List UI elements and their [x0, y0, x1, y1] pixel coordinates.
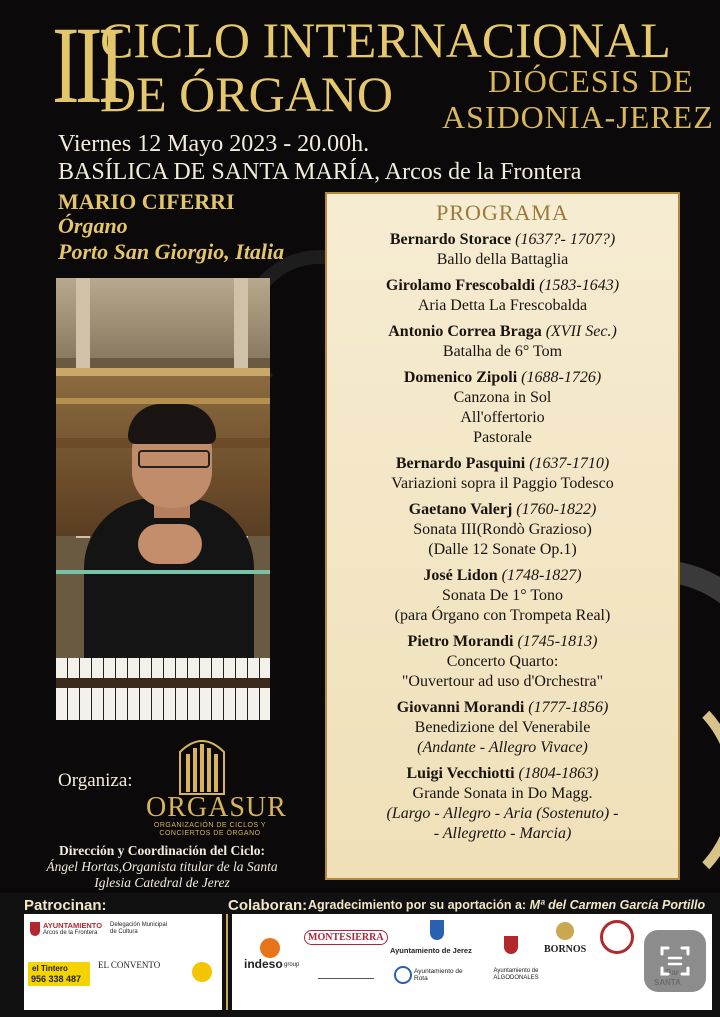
- ayto-jerez-logo: Ayuntamiento de Jerez: [390, 946, 472, 955]
- work-title: Benedizione del Venerabile: [414, 719, 591, 736]
- colaboran-label: Colaboran:: [228, 897, 308, 914]
- programa-piece: [327, 368, 678, 448]
- performer-instrument: Órgano: [58, 213, 128, 238]
- piece-heading: [327, 322, 678, 342]
- work-title: Grande Sonata in Do Magg.: [412, 785, 593, 802]
- direccion-label: Dirección y Coordinación del Ciclo:: [59, 843, 265, 858]
- composer-name: Bernardo Storace: [389, 231, 512, 248]
- ayuntamiento-arcos-logo: AYUNTAMIENTO: [43, 921, 103, 930]
- piece-heading: [327, 566, 678, 586]
- arcos-shield-icon: [30, 922, 40, 936]
- parish-seal-icon: [600, 920, 634, 954]
- diocese-name-line2: ASIDONIA-JEREZ: [442, 99, 714, 135]
- performer-name: MARIO CIFERRI: [58, 189, 235, 214]
- ayto-algodonales-logo: Ayuntamiento de ALGODONALES: [493, 968, 539, 981]
- composer-name: Girolamo Frescobaldi: [385, 277, 536, 294]
- work-title: Variazioni sopra il Paggio Todesco: [391, 475, 614, 492]
- programa-piece: [327, 500, 678, 560]
- composer-name: Pietro Morandi: [407, 633, 514, 650]
- programa-piece: [327, 454, 678, 494]
- baby-cool-logo: [166, 960, 216, 986]
- work-title: "Ouvertour ad uso d'Orchestra": [401, 673, 604, 690]
- montesierra-logo: MONTESIERRA: [304, 930, 388, 945]
- piece-heading: [327, 698, 678, 718]
- agradecimiento-name: Mª del Carmen García Portillo: [529, 898, 706, 912]
- composer-name: Domenico Zipoli: [403, 369, 518, 386]
- work-title: (para Órgano con Trompeta Real): [394, 607, 611, 624]
- indeso-sub: group: [284, 962, 300, 968]
- composer-name: Antonio Correa Braga: [388, 323, 542, 340]
- ayto-rota-logo: Ayuntamiento de Rota: [414, 968, 463, 982]
- piece-heading: [327, 368, 678, 388]
- tintero-logo: [28, 962, 90, 986]
- programa-panel: [325, 192, 680, 880]
- piece-heading: [327, 764, 678, 784]
- composer-name: Giovanni Morandi: [396, 699, 525, 716]
- photo-keyboard-divider: [56, 678, 270, 688]
- composer-years: (1688-1726): [521, 369, 602, 386]
- photo-hair: [128, 404, 216, 444]
- work-title: Pastorale: [473, 429, 532, 446]
- delegacion-cultura-logo: Delegación Municipal de Cultura: [110, 922, 168, 935]
- work-movements: - Allegretto - Marcia): [433, 825, 572, 842]
- work-title: (Dalle 12 Sonate Op.1): [428, 541, 577, 558]
- composer-years: (XVII Sec.): [545, 323, 617, 340]
- composer-name: Luigi Vecchiotti: [406, 765, 515, 782]
- performer-photo: [56, 278, 270, 720]
- event-date: Viernes 12 Mayo 2023 - 20.00h.: [58, 131, 370, 157]
- work-title: Concerto Quarto:: [446, 653, 559, 670]
- bornos-icon: [556, 922, 574, 940]
- composer-years: (1745-1813): [517, 633, 598, 650]
- bornos-logo: BORNOS: [544, 944, 587, 955]
- piece-heading: [327, 276, 678, 296]
- el-convento-logo: EL CONVENTO: [98, 960, 161, 970]
- piece-heading: [327, 500, 678, 520]
- patrocinan-label: Patrocinan:: [24, 897, 107, 914]
- indeso-icon: [260, 938, 280, 958]
- piece-heading: [327, 632, 678, 652]
- programa-piece: [327, 632, 678, 692]
- work-title: Ballo della Battaglia: [436, 251, 569, 268]
- indeso-logo: indeso: [244, 957, 283, 971]
- ayuntamiento-arcos-sub: Arcos de la Frontera: [43, 930, 98, 936]
- programa-title: PROGRAMA: [436, 200, 569, 225]
- tintero-phone: 956 338 487: [31, 974, 82, 984]
- work-title: Sonata De 1° Tono: [442, 587, 563, 604]
- composer-years: (1637-1710): [529, 455, 610, 472]
- composer-years: (1777-1856): [528, 699, 609, 716]
- performer-origin: Porto San Giorgio, Italia: [58, 239, 285, 264]
- divider: [226, 914, 228, 1010]
- composer-name: Gaetano Valerj: [408, 501, 513, 518]
- composer-years: (1760-1822): [516, 501, 597, 518]
- direccion-text: Ángel Hortas,Organista titular de la Santa Iglesia Catedral de Jerez: [46, 859, 278, 890]
- programa-piece: [327, 698, 678, 758]
- organiza-label: Organiza:: [58, 770, 133, 791]
- work-title: Sonata III(Rondò Grazioso): [413, 521, 592, 538]
- edition-numeral: III: [52, 4, 121, 126]
- work-movements: (Largo - Allegro - Aria (Sostenuto) -: [386, 805, 619, 822]
- composer-years: (1637?- 1707?): [515, 231, 616, 248]
- programa-piece: [327, 322, 678, 362]
- composer-name: José Lidon: [423, 567, 498, 584]
- page-title-line2: DE ÓRGANO: [100, 66, 394, 122]
- composer-years: (1804-1863): [518, 765, 599, 782]
- composer-name: Bernardo Pasquini: [395, 455, 526, 472]
- piece-heading: [327, 230, 678, 250]
- composer-years: (1583-1643): [539, 277, 620, 294]
- direccion-block: [44, 843, 280, 891]
- work-title: Aria Detta La Frescobalda: [417, 297, 588, 314]
- page-title: CICLO INTERNACIONAL: [100, 12, 671, 68]
- scan-button[interactable]: [644, 930, 706, 992]
- colaboran-logos: [232, 914, 712, 1010]
- cerdena-logo: [318, 966, 374, 979]
- programa-piece: [327, 764, 678, 844]
- photo-hands: [138, 524, 202, 564]
- event-venue: BASÍLICA DE SANTA MARÍA, Arcos de la Frontera: [58, 159, 582, 185]
- agradecimiento-label: Agradecimiento por su aportación a:: [308, 898, 527, 912]
- organ-pipes-icon: [176, 730, 228, 800]
- composer-years: (1748-1827): [501, 567, 582, 584]
- agradecimiento-text: [308, 898, 705, 912]
- piece-heading: [327, 454, 678, 474]
- tintero-name: el Tintero: [32, 964, 68, 973]
- rota-icon: [394, 966, 412, 984]
- work-title: Batalha de 6° Tom: [442, 343, 563, 360]
- photo-glasses: [138, 450, 210, 468]
- orgasur-subtitle: ORGANIZACIÓN DE CICLOS Y CONCIERTOS DE ÓRGANO: [153, 822, 267, 837]
- programa-piece: [327, 230, 678, 270]
- orgasur-logo: ORGASUR: [146, 792, 287, 823]
- photo-glass-edge: [56, 570, 270, 574]
- programa-list: [327, 230, 678, 850]
- programa-piece: [327, 566, 678, 626]
- photo-rail: [56, 368, 270, 376]
- diocese-name: DIÓCESIS DE: [488, 63, 694, 99]
- work-title: Canzona in Sol: [453, 389, 552, 406]
- jerez-shield-icon: [430, 920, 444, 940]
- photo-organ-keys: [56, 658, 270, 720]
- work-title: All'offertorio: [460, 409, 545, 426]
- scan-icon: [644, 930, 706, 992]
- baby-cool-icon: [192, 962, 212, 982]
- programa-piece: [327, 276, 678, 316]
- algodonales-shield-icon: [504, 936, 518, 954]
- work-movements: (Andante - Allegro Vivace): [417, 739, 588, 756]
